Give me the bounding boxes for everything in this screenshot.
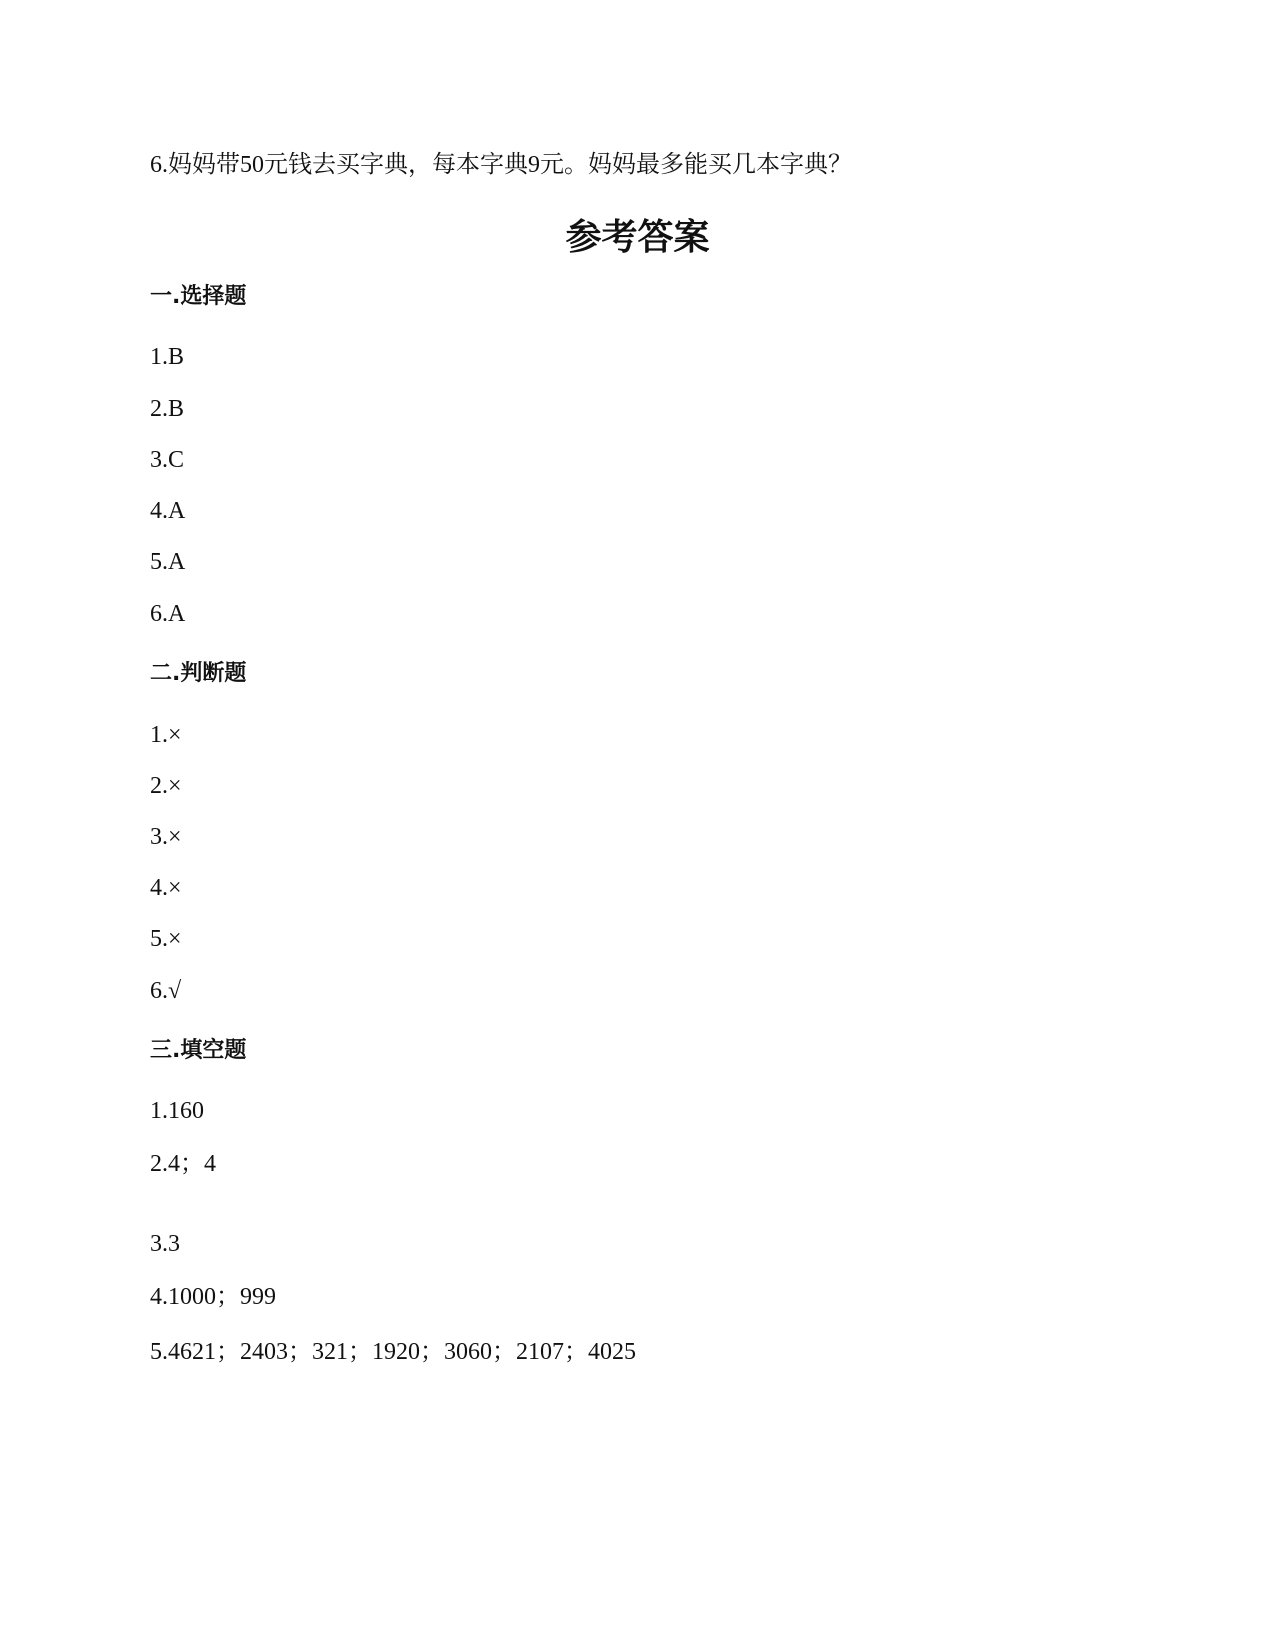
section-heading-true-false: 二.判断题 bbox=[150, 661, 247, 686]
answer-item: 6.√ bbox=[150, 978, 182, 1004]
word-problem-6: 6.妈妈带50元钱去买字典，每本字典9元。妈妈最多能买几本字典？ bbox=[150, 152, 852, 178]
answer-item: 5.× bbox=[150, 926, 182, 952]
answer-item: 4.× bbox=[150, 875, 182, 901]
answer-item: 5.4621；2403；321；1920；3060；2107；4025 bbox=[150, 1339, 636, 1365]
answer-item: 4.A bbox=[150, 498, 186, 524]
answer-item: 2.× bbox=[150, 773, 182, 799]
section-heading-multiple-choice: 一.选择题 bbox=[150, 284, 247, 309]
answer-item: 2.B bbox=[150, 396, 185, 422]
answer-item: 2.4；4 bbox=[150, 1151, 216, 1177]
answer-item: 3.3 bbox=[150, 1231, 180, 1257]
answer-item: 3.× bbox=[150, 824, 182, 850]
answer-item: 6.A bbox=[150, 601, 186, 627]
answer-item: 1.B bbox=[150, 344, 185, 370]
answer-item: 1.× bbox=[150, 722, 182, 748]
answer-item: 1.160 bbox=[150, 1098, 204, 1124]
answer-item: 3.C bbox=[150, 447, 185, 473]
answer-item: 5.A bbox=[150, 549, 186, 575]
answer-item: 4.1000；999 bbox=[150, 1284, 276, 1310]
answer-key-title: 参考答案 bbox=[565, 217, 710, 258]
section-heading-fill-in-blank: 三.填空题 bbox=[150, 1038, 247, 1063]
